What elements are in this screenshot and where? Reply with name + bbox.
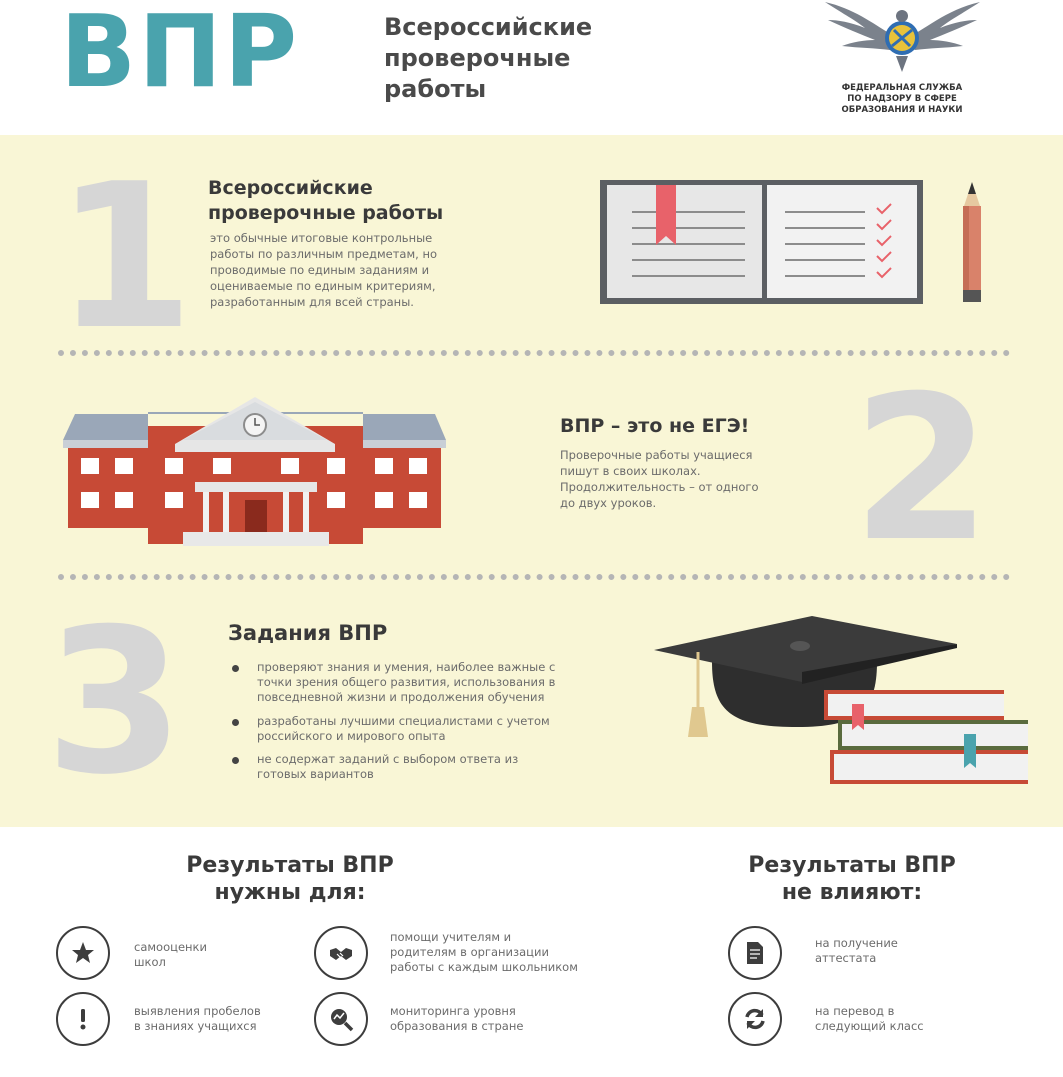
- section3-title: Задания ВПР: [228, 621, 388, 645]
- section2-text-line: Продолжительность – от одного: [560, 480, 759, 494]
- pencil-icon: [958, 182, 986, 304]
- bullet-line: готовых вариантов: [257, 767, 374, 781]
- section1-text-line: проводимые по единым заданиям и: [210, 263, 430, 277]
- eagle-emblem-icon: [820, 0, 985, 80]
- results-not-affect-title-line: не влияют:: [781, 880, 923, 905]
- section3-bullet: [232, 714, 652, 744]
- results-needed-item: [390, 930, 578, 975]
- section2-text-line: до двух уроков.: [560, 496, 657, 510]
- section-number-2: 2: [852, 353, 992, 586]
- bullet-line: не содержат заданий с выбором ответа из: [257, 752, 519, 766]
- item-line: школ: [134, 955, 166, 969]
- item-line: в знаниях учащихся: [134, 1019, 257, 1033]
- document-icon: [728, 926, 782, 980]
- section2-text: [560, 447, 840, 511]
- results-needed-item: [134, 940, 207, 970]
- school-building-icon: [63, 392, 448, 549]
- section2-title: ВПР – это не ЕГЭ!: [560, 415, 750, 437]
- section-divider: [58, 574, 1010, 580]
- magnifier-chart-icon: [314, 992, 368, 1046]
- bullet-dot-icon: [232, 757, 239, 764]
- section1-text: [210, 230, 530, 310]
- item-line: выявления пробелов: [134, 1004, 261, 1018]
- results-needed-title-line: Результаты ВПР: [186, 853, 394, 878]
- bullet-line: российского и мирового опыта: [257, 729, 446, 743]
- agency-name: [812, 83, 992, 116]
- header-title-line: проверочные: [384, 44, 571, 72]
- item-line: образования в стране: [390, 1019, 524, 1033]
- results-not-affect-item: [815, 936, 898, 966]
- star-icon: [56, 926, 110, 980]
- item-line: на перевод в: [815, 1004, 895, 1018]
- results-needed-item: [390, 1004, 523, 1034]
- agency-name-line: ПО НАДЗОРУ В СФЕРЕ: [847, 94, 957, 104]
- results-not-affect-item: [815, 1004, 924, 1034]
- results-needed-item: [134, 1004, 261, 1034]
- section-number-1: 1: [55, 141, 195, 374]
- bullet-line: повседневной жизни и продолжения обучения: [257, 690, 545, 704]
- item-line: аттестата: [815, 951, 877, 965]
- exclamation-icon: [56, 992, 110, 1046]
- handshake-icon: [314, 926, 368, 980]
- graduation-cap-books-icon: [652, 612, 1032, 790]
- results-not-affect-title: [722, 852, 982, 906]
- item-line: следующий класс: [815, 1019, 924, 1033]
- item-line: мониторинга уровня: [390, 1004, 516, 1018]
- section1-title: [208, 176, 443, 226]
- open-notebook-icon: [600, 180, 925, 305]
- item-line: работы с каждым школьником: [390, 960, 578, 974]
- bullet-dot-icon: [232, 719, 239, 726]
- item-line: родителям в организации: [390, 945, 549, 959]
- item-line: помощи учителям и: [390, 930, 512, 944]
- section1-title-line: Всероссийские: [208, 177, 373, 199]
- section2-text-line: пишут в своих школах.: [560, 464, 701, 478]
- section1-text-line: работы по различным предметам, но: [210, 247, 438, 261]
- refresh-icon: [728, 992, 782, 1046]
- section2-text-line: Проверочные работы учащиеся: [560, 448, 753, 462]
- bullet-dot-icon: [232, 665, 239, 672]
- agency-name-line: ОБРАЗОВАНИЯ И НАУКИ: [841, 105, 963, 115]
- section1-title-line: проверочные работы: [208, 202, 444, 224]
- section-number-3: 3: [45, 586, 185, 819]
- header-title: [384, 12, 714, 105]
- agency-name-line: ФЕДЕРАЛЬНАЯ СЛУЖБА: [841, 83, 963, 93]
- section1-text-line: оцениваемые по единым критериям,: [210, 279, 436, 293]
- bullet-line: проверяют знания и умения, наиболее важные с: [257, 660, 556, 674]
- header-title-line: Всероссийские: [384, 13, 593, 41]
- bullet-line: точки зрения общего развития, использования в: [257, 675, 556, 689]
- section1-text-line: разработанным для всей страны.: [210, 295, 414, 309]
- section3-bullet: [232, 660, 652, 705]
- bullet-line: разработаны лучшими специалистами с учетом: [257, 714, 550, 728]
- item-line: самооценки: [134, 940, 207, 954]
- section1-text-line: это обычные итоговые контрольные: [210, 231, 433, 245]
- results-needed-title: [160, 852, 420, 906]
- section3-bullet: [232, 752, 652, 782]
- results-needed-title-line: нужны для:: [214, 880, 366, 905]
- vpr-logo-text: ВПР: [60, 0, 300, 110]
- header-title-line: работы: [384, 75, 487, 103]
- item-line: на получение: [815, 936, 898, 950]
- results-not-affect-title-line: Результаты ВПР: [748, 853, 956, 878]
